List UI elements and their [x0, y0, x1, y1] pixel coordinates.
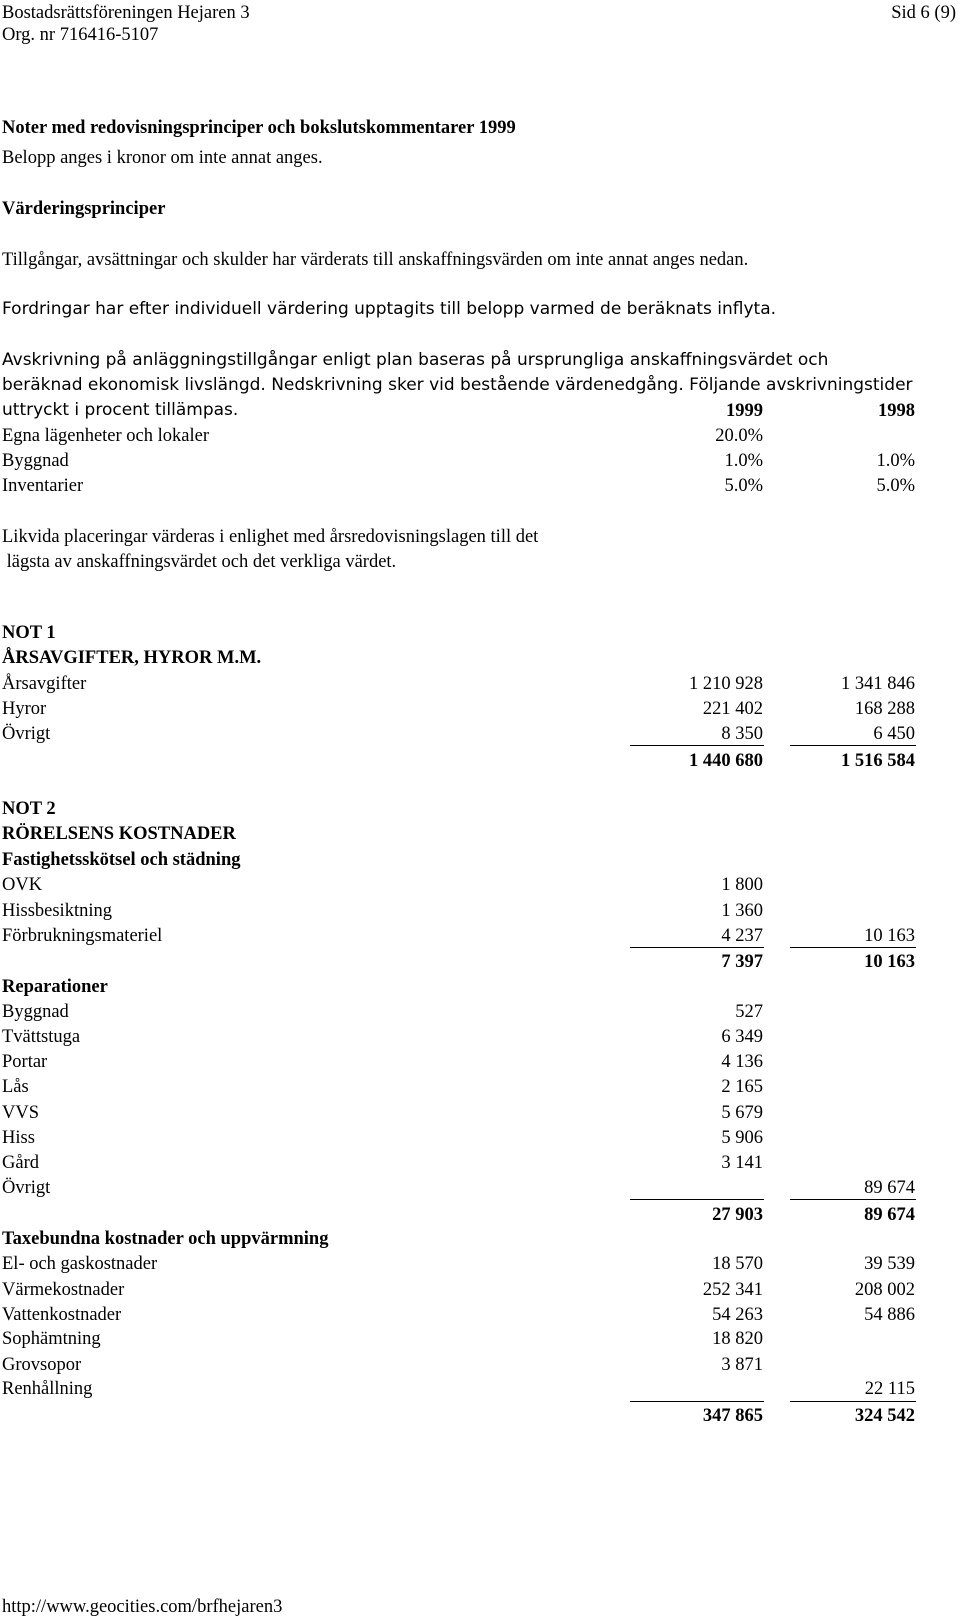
association-name: Bostadsrättsföreningen Hejaren 3 [2, 3, 250, 23]
cost-row-1999: 3 141 [721, 1153, 763, 1173]
cost-row-1998: 54 886 [864, 1305, 915, 1325]
cost-row-1999: 252 341 [702, 1280, 763, 1300]
cost-row-label: Portar [2, 1052, 48, 1072]
cost-row-1999: 1 800 [721, 875, 763, 895]
rate-1999: 5.0% [724, 476, 763, 496]
footer-url: http://www.geocities.com/brfhejaren3 [2, 1597, 283, 1617]
note-1-row-1999: 8 350 [721, 724, 763, 744]
cost-row-1998: 22 115 [864, 1379, 915, 1399]
cost-row-1999: 527 [735, 1002, 763, 1022]
group-heading-maintenance: Fastighetsskötsel och städning [2, 850, 241, 870]
cost-row-label: Hissbesiktning [2, 901, 112, 921]
group-2-total-rule-1999 [630, 1199, 764, 1200]
currency-note: Belopp anges i kronor om inte annat anges. [2, 148, 323, 168]
notes-title: Noter med redovisningsprinciper och bokslutskommentarer 1999 [2, 118, 516, 138]
valuation-heading: Värderingsprinciper [2, 199, 166, 219]
cost-row-label: Förbrukningsmateriel [2, 926, 163, 946]
valuation-paragraph-3-line-2: beräknad ekonomisk livslängd. Nedskrivning sker vid bestående värdenedgång. Följande avskrivningstider [2, 375, 913, 395]
cost-row-1999: 2 165 [721, 1077, 763, 1097]
group-3-total-rule-1999 [630, 1401, 764, 1402]
cost-row-1998: 39 539 [864, 1254, 915, 1274]
cost-row-1999: 6 349 [721, 1027, 763, 1047]
cost-row-label: OVK [2, 875, 43, 895]
group-heading-utilities: Taxebundna kostnader och uppvärmning [2, 1229, 329, 1249]
cost-row-1999: 3 871 [721, 1355, 763, 1375]
cost-row-label: Gård [2, 1153, 39, 1173]
note-1-row-1998: 6 450 [873, 724, 915, 744]
valuation-paragraph-4-line-2: lägsta av anskaffningsvärdet och det verkliga värdet. [2, 552, 397, 572]
note-2-number: NOT 2 [2, 799, 56, 819]
rate-label: Byggnad [2, 451, 69, 471]
rate-label: Inventarier [2, 476, 84, 496]
org-number: Org. nr 716416-5107 [2, 25, 159, 45]
group-2-total-1999: 27 903 [712, 1205, 763, 1225]
note-1-row-1998: 168 288 [854, 699, 915, 719]
cost-row-1998: 10 163 [864, 926, 915, 946]
note-1-total-1999: 1 440 680 [689, 751, 763, 771]
note-1-title: ÅRSAVGIFTER, HYROR M.M. [2, 648, 262, 668]
note-1-total-1998: 1 516 584 [841, 751, 915, 771]
rate-1998: 5.0% [876, 476, 915, 496]
page-number: Sid 6 (9) [891, 3, 956, 23]
cost-row-1999: 5 906 [721, 1128, 763, 1148]
note-1-row-label: Årsavgifter [2, 674, 87, 694]
group-heading-repairs: Reparationer [2, 977, 108, 997]
cost-row-1999: 4 136 [721, 1052, 763, 1072]
cost-row-1999: 4 237 [721, 926, 763, 946]
group-3-total-rule-1998 [790, 1401, 916, 1402]
rate-label: Egna lägenheter och lokaler [2, 426, 209, 446]
cost-row-1999: 54 263 [712, 1305, 763, 1325]
valuation-paragraph-4-line-1: Likvida placeringar värderas i enlighet med årsredovisningslagen till det [2, 527, 539, 547]
rate-1999: 20.0% [715, 426, 763, 446]
cost-row-label: Sophämtning [2, 1329, 101, 1349]
group-1-total-rule-1998 [790, 947, 916, 948]
cost-row-label: Renhållning [2, 1379, 93, 1399]
group-2-total-rule-1998 [790, 1199, 916, 1200]
note-1-number: NOT 1 [2, 623, 56, 643]
group-3-total-1999: 347 865 [702, 1406, 763, 1426]
year-header-1999: 1999 [726, 401, 763, 421]
valuation-paragraph-2: Fordringar har efter individuell värdering upptagits till belopp varmed de beräknats inflyta. [2, 299, 777, 319]
group-1-total-rule-1999 [630, 947, 764, 948]
cost-row-1998: 208 002 [854, 1280, 915, 1300]
cost-row-1999: 18 820 [712, 1329, 763, 1349]
cost-row-label: El- och gaskostnader [2, 1254, 158, 1274]
cost-row-label: Värmekostnader [2, 1280, 125, 1300]
group-1-total-1998: 10 163 [864, 952, 915, 972]
note-1-total-rule-1999 [630, 745, 764, 746]
cost-row-1999: 5 679 [721, 1103, 763, 1123]
cost-row-1999: 1 360 [721, 901, 763, 921]
cost-row-label: VVS [2, 1103, 40, 1123]
cost-row-label: Byggnad [2, 1002, 69, 1022]
group-3-total-1998: 324 542 [854, 1406, 915, 1426]
cost-row-label: Tvättstuga [2, 1027, 81, 1047]
note-1-row-1999: 1 210 928 [689, 674, 763, 694]
cost-row-1998: 89 674 [864, 1178, 915, 1198]
cost-row-1999: 18 570 [712, 1254, 763, 1274]
note-1-row-1999: 221 402 [702, 699, 763, 719]
year-header-1998: 1998 [878, 401, 915, 421]
valuation-paragraph-3-line-3: uttryckt i procent tillämpas. [2, 400, 239, 420]
note-1-row-label: Övrigt [2, 724, 51, 744]
note-1-total-rule-1998 [790, 745, 916, 746]
valuation-paragraph-1: Tillgångar, avsättningar och skulder har värderats till anskaffningsvärden om inte annat anges nedan. [2, 250, 749, 270]
note-1-row-label: Hyror [2, 699, 47, 719]
note-2-title: RÖRELSENS KOSTNADER [2, 824, 236, 844]
group-2-total-1998: 89 674 [864, 1205, 915, 1225]
cost-row-label: Grovsopor [2, 1355, 82, 1375]
valuation-paragraph-3-line-1: Avskrivning på anläggningstillgångar enligt plan baseras på ursprungliga anskaffningsvärdet och [2, 350, 829, 370]
cost-row-label: Lås [2, 1077, 29, 1097]
note-1-row-1998: 1 341 846 [841, 674, 915, 694]
group-1-total-1999: 7 397 [721, 952, 763, 972]
rate-1998: 1.0% [876, 451, 915, 471]
cost-row-label: Hiss [2, 1128, 35, 1148]
cost-row-label: Vattenkostnader [2, 1305, 122, 1325]
cost-row-label: Övrigt [2, 1178, 51, 1198]
rate-1999: 1.0% [724, 451, 763, 471]
